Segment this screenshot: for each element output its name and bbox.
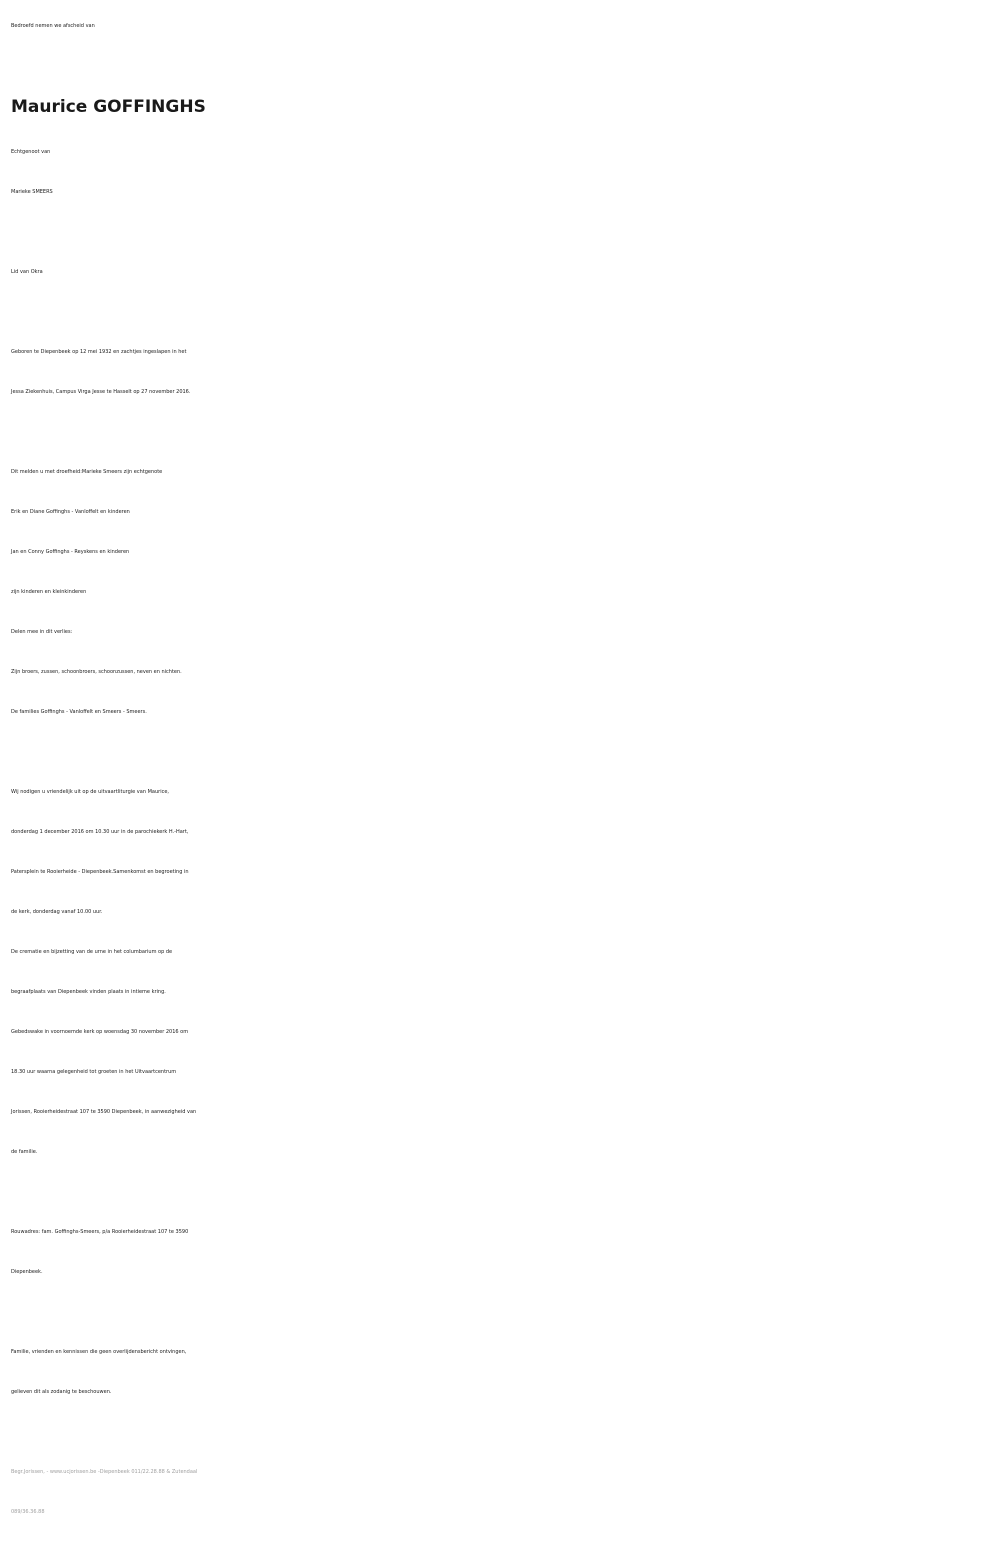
announcement-line: Delen mee in dit verlies:	[11, 629, 73, 635]
funeral-line: de kerk, donderdag vanaf 10.00 uur.	[11, 909, 103, 915]
spacer	[11, 732, 988, 772]
deceased-name: Maurice GOFFINGHS	[11, 97, 206, 117]
mourning-address-block	[11, 1212, 988, 1292]
closing-note-line: gelieven dit als zodanig te beschouwen.	[11, 1389, 112, 1395]
membership-text: Lid van Okra	[11, 269, 43, 275]
spacer	[11, 292, 988, 332]
announcement-line: Zijn broers, zussen, schoonbroers, schoonzussen, neven en nichten.	[11, 669, 182, 675]
closing-note-block	[11, 1332, 988, 1412]
funeral-line: Gebedswake in voornoemde kerk op woensdag 30 november 2016 om	[11, 1029, 189, 1035]
funeral-block	[11, 772, 988, 1172]
spacer	[11, 1172, 988, 1212]
spacer	[11, 1412, 988, 1452]
funeral-line: donderdag 1 december 2016 om 10.30 uur in de parochiekerk H.-Hart,	[11, 829, 189, 835]
funeral-line: Jorissen, Rooierheidestraat 107 te 3590 Diepenbeek, in aanwezigheid van	[11, 1109, 197, 1115]
footer-block	[11, 1452, 988, 1532]
announcement-line: Jan en Conny Goffinghs - Reyskens en kinderen	[11, 549, 130, 555]
spouse-line: Marieke SMEERS	[11, 189, 53, 195]
spacer	[11, 212, 988, 252]
birth-death-line: Geboren te Diepenbeek op 12 mei 1932 en zachtjes ingeslapen in het	[11, 349, 187, 355]
spouse-line: Echtgenoot van	[11, 149, 51, 155]
funeral-line: 18.30 uur waarna gelegenheid tot groeten in het Uitvaartcentrum	[11, 1069, 177, 1075]
birth-death-block	[11, 332, 988, 412]
announcement-block	[11, 452, 988, 732]
spacer	[11, 412, 988, 452]
funeral-line: Wij nodigen u vriendelijk uit op de uitvaartliturgie van Maurice,	[11, 789, 169, 795]
footer-line: 089/36.36.88	[11, 1509, 45, 1515]
funeral-line: De crematie en bijzetting van de urne in het columbarium op de	[11, 949, 173, 955]
announcement-line: Dit melden u met droefheid:Marieke Smeers zijn echtgenote	[11, 469, 163, 475]
announcement-line: Erik en Diane Goffinghs - Vanloffelt en kinderen	[11, 509, 130, 515]
mourning-address-line: Rouwadres: fam. Goffinghs-Smeers, p/a Rooierheidestraat 107 te 3590	[11, 1229, 189, 1235]
funeral-line: de familie.	[11, 1149, 38, 1155]
funeral-line: begraafplaats van Diepenbeek vinden plaats in intieme kring.	[11, 989, 166, 995]
mourning-address-line: Diepenbeek.	[11, 1269, 43, 1275]
closing-note-line: Familie, vrienden en kennissen die geen overlijdensbericht ontvingen,	[11, 1349, 187, 1355]
announcement-line: De families Goffinghs - Vanloffelt en Smeers - Smeers.	[11, 709, 147, 715]
funeral-line: Patersplein te Rooierheide - Diepenbeek.Samenkomst en begroeting in	[11, 869, 189, 875]
spacer	[11, 1292, 988, 1332]
announcement-line: zijn kinderen en kleinkinderen	[11, 589, 87, 595]
footer-line: Begr.Jorissen, - www.ucjorissen.be -Diepenbeek 011/22.28.88 & Zutendaal	[11, 1469, 198, 1475]
spouse-block	[11, 132, 988, 212]
intro-text: Bedroefd nemen we afscheid van	[11, 23, 95, 29]
birth-death-line: Jessa Ziekenhuis, Campus Virga Jesse te Hasselt op 27 november 2016.	[11, 389, 191, 395]
